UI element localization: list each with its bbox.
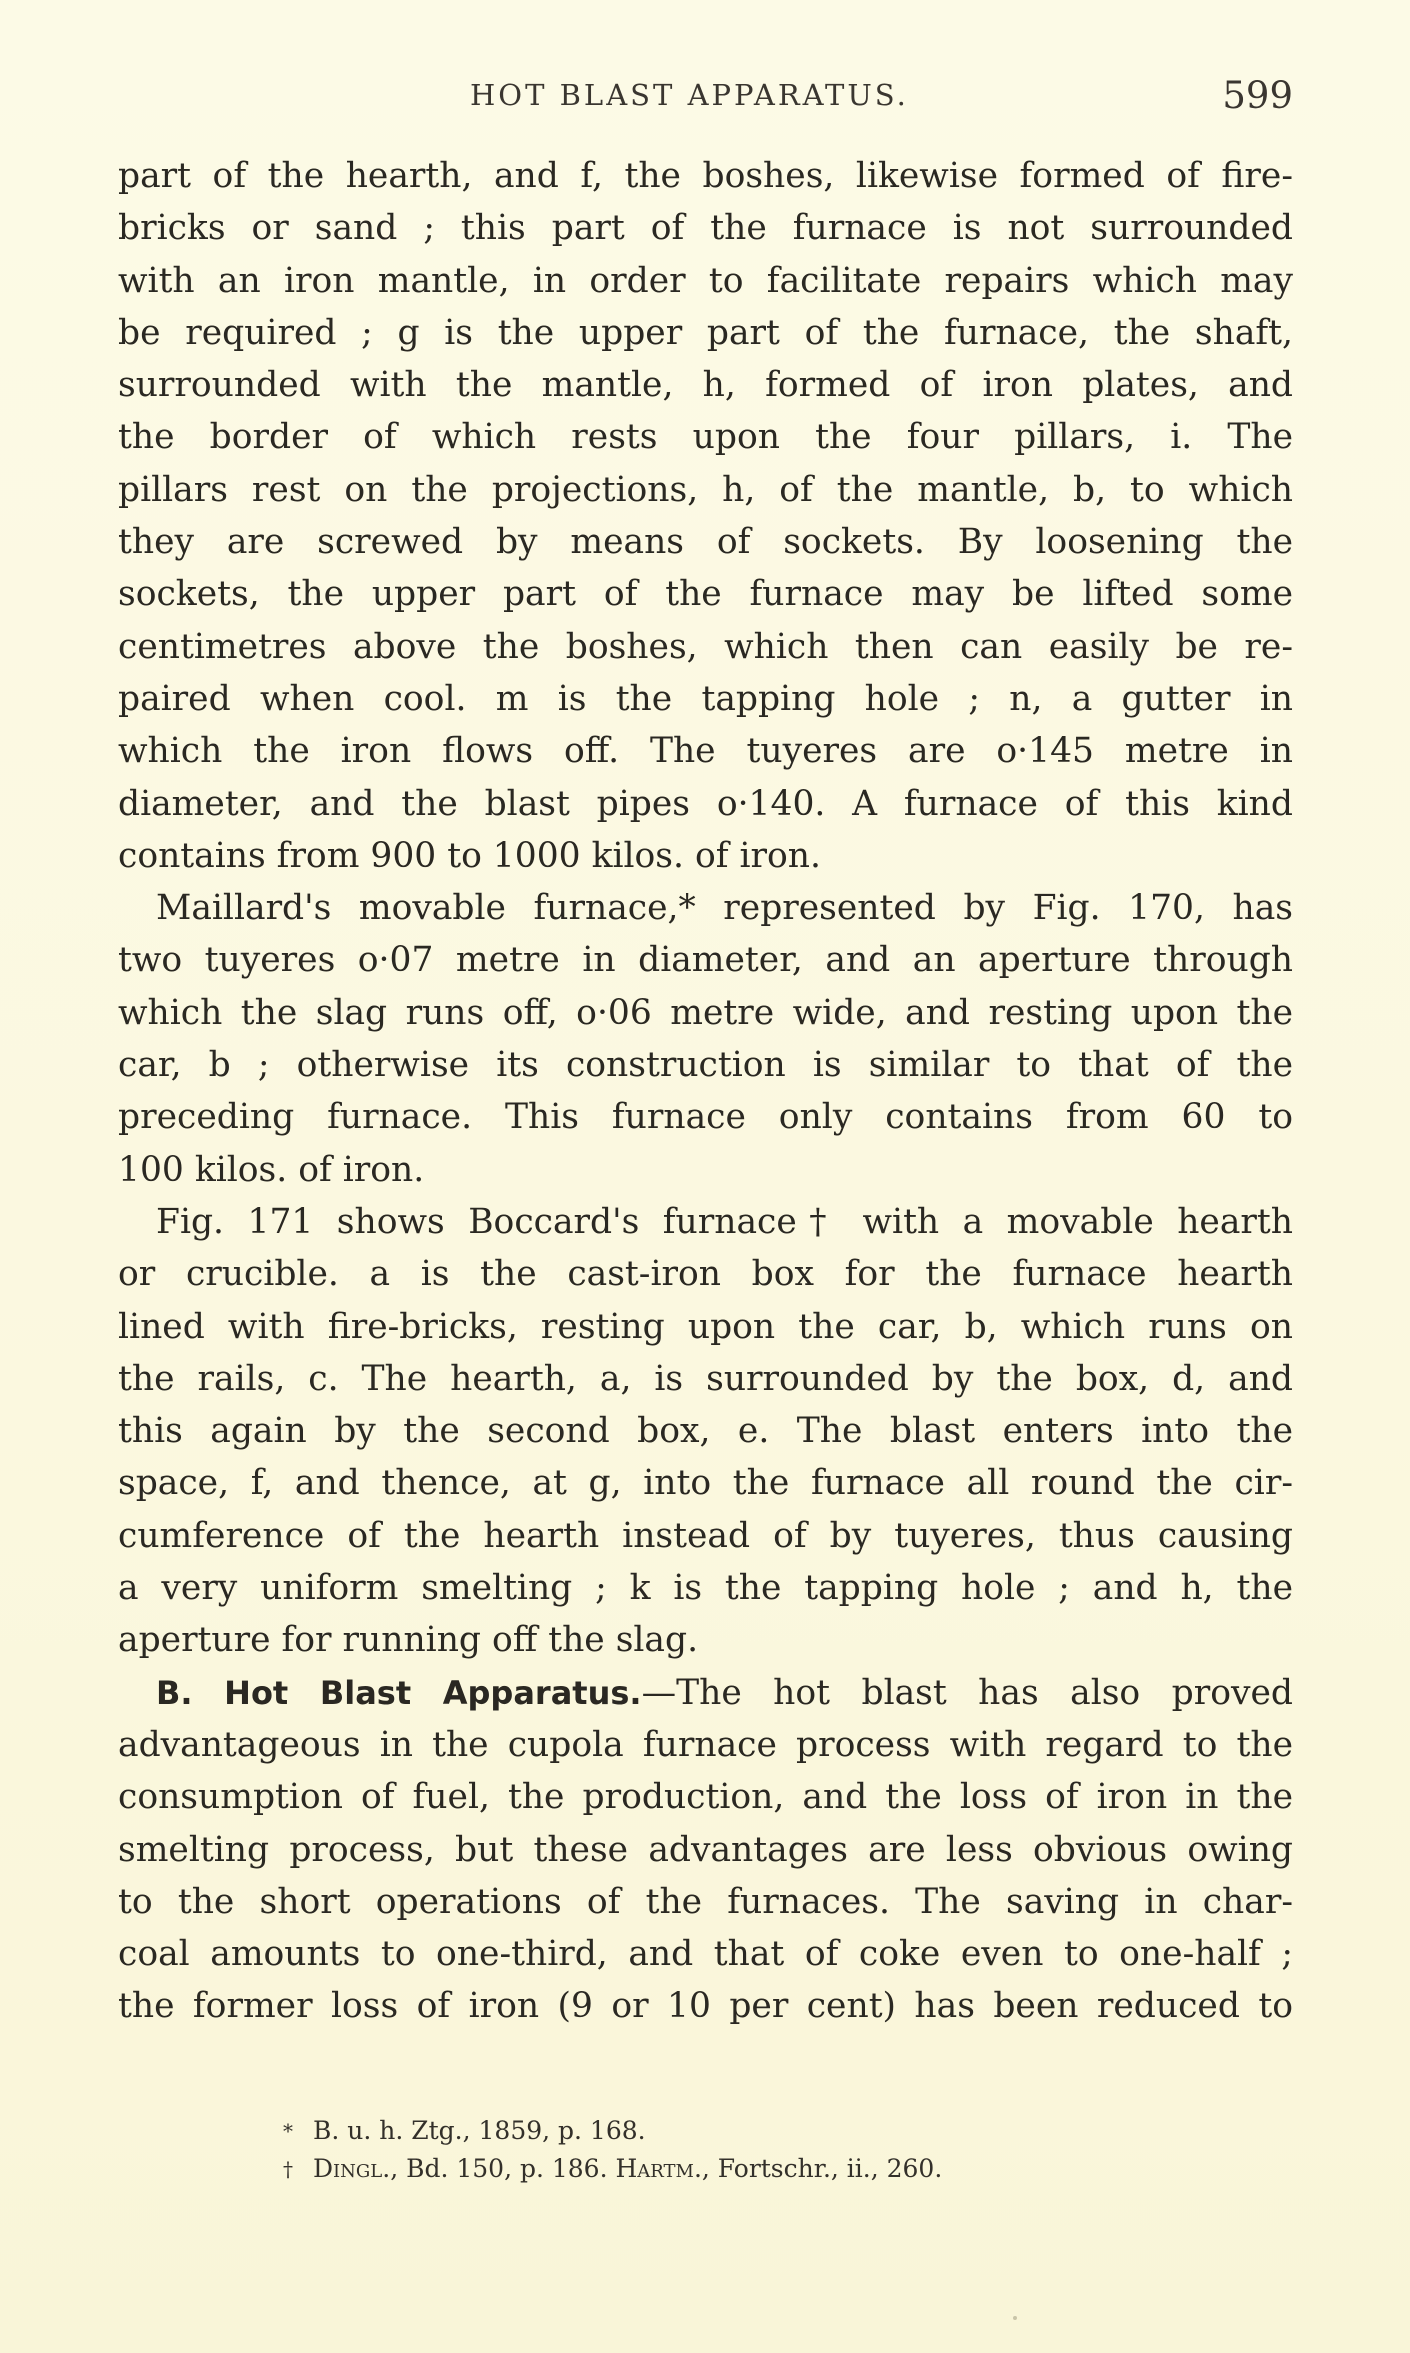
- text-line: contains from 900 to 1000 kilos. of iron.: [118, 835, 821, 876]
- text-run: —The hot blast has also proved: [641, 1672, 1293, 1713]
- text-line: pillars rest on the projections, h, of the mantle, b, to which: [118, 469, 1293, 510]
- text-line: [156, 1667, 1293, 1719]
- paragraph-maillard-furnace: [118, 882, 1293, 934]
- paragraph-hot-blast-cont: [118, 1719, 1293, 2033]
- footnote: [283, 2112, 1283, 2150]
- paragraph-furnace-description: [118, 150, 1293, 882]
- footnote-text: , Bd. 150, p. 186.: [390, 2154, 616, 2183]
- text-line: sockets, the upper part of the furnace may be lifted some: [118, 574, 1293, 615]
- text-line: car, b ; otherwise its construction is similar to that of the: [118, 1045, 1293, 1086]
- text-line: be required ; g is the upper part of the furnace, the shaft,: [118, 312, 1293, 353]
- text-line: surrounded with the mantle, h, formed of iron plates, and: [118, 365, 1293, 406]
- text-line: two tuyeres o·07 metre in diameter, and an aperture through: [118, 940, 1293, 981]
- text-line: lined with fire-bricks, resting upon the car, b, which runs on: [118, 1306, 1293, 1347]
- text-line: they are screwed by means of sockets. By loosening the: [118, 522, 1293, 563]
- text-line: a very uniform smelting ; k is the tapping hole ; and h, the: [118, 1568, 1293, 1609]
- section-heading: B. Hot Blast Apparatus.: [156, 1673, 642, 1712]
- text-line: with an iron mantle, in order to facilitate repairs which may: [118, 260, 1293, 301]
- text-line: or crucible. a is the cast-iron box for the furnace hearth: [118, 1254, 1293, 1295]
- text-line: centimetres above the boshes, which then can easily be re-: [118, 626, 1293, 667]
- footnote-text: , Fortschr., ii., 260.: [701, 2154, 943, 2183]
- text-line: coal amounts to one-third, and that of coke even to one-half ;: [118, 1934, 1293, 1975]
- text-line: preceding furnace. This furnace only contains from 60 to: [118, 1097, 1293, 1138]
- text-line: bricks or sand ; this part of the furnace is not surrounded: [118, 208, 1293, 249]
- footnote-mark: †: [283, 2157, 293, 2181]
- footnote-mark: *: [283, 2119, 293, 2143]
- text-line: smelting process, but these advantages are less obvious owing: [118, 1829, 1293, 1870]
- text-line: the former loss of iron (9 or 10 per cent) has been reduced to: [118, 1986, 1293, 2027]
- text-line: diameter, and the blast pipes o·140. A furnace of this kind: [118, 783, 1293, 824]
- text-line: cumference of the hearth instead of by tuyeres, thus causing: [118, 1515, 1293, 1556]
- text-line: consumption of fuel, the production, and the loss of iron in the: [118, 1777, 1293, 1818]
- text-line: aperture for running off the slag.: [118, 1620, 699, 1661]
- text-line: this again by the second box, e. The blast enters into the: [118, 1411, 1293, 1452]
- paragraph-hot-blast: [118, 1667, 1293, 1719]
- text-line: which the slag runs off, o·06 metre wide, and resting upon the: [118, 992, 1293, 1033]
- text-line: which the iron flows off. The tuyeres are o·145 metre in: [118, 731, 1293, 772]
- page-header: [118, 70, 1293, 130]
- footnote-text: B. u. h. Ztg., 1859, p. 168.: [313, 2116, 646, 2145]
- paper-speck: [1013, 2316, 1017, 2320]
- text-line: advantageous in the cupola furnace process with regard to the: [118, 1724, 1293, 1765]
- text-line: space, f, and thence, at g, into the furnace all round the cir-: [118, 1463, 1293, 1504]
- paragraph-boccard-furnace: [118, 1196, 1293, 1248]
- footnote-author: Hartm.: [615, 2154, 702, 2183]
- text-line: 100 kilos. of iron.: [118, 1149, 425, 1190]
- text-line: paired when cool. m is the tapping hole ; n, a gutter in: [118, 678, 1293, 719]
- paragraph-boccard-furnace-cont: [118, 1248, 1293, 1666]
- text-line: part of the hearth, and f, the boshes, likewise formed of fire-: [118, 156, 1293, 196]
- text-line: the border of which rests upon the four pillars, i. The: [118, 417, 1293, 458]
- footnote: [283, 2150, 1283, 2188]
- text-line: Maillard's movable furnace,* represented by Fig. 170, has: [156, 888, 1293, 929]
- text-line: Fig. 171 shows Boccard's furnace† with a movable hearth: [156, 1201, 1293, 1242]
- text-line: to the short operations of the furnaces. The saving in char-: [118, 1881, 1293, 1922]
- body-text: [118, 150, 1293, 2033]
- paragraph-maillard-furnace-cont: [118, 934, 1293, 1195]
- text-line: the rails, c. The hearth, a, is surrounded by the box, d, and: [118, 1358, 1293, 1399]
- page-number: 599: [1222, 74, 1293, 117]
- running-title: HOT BLAST APPARATUS.: [470, 78, 909, 112]
- footnotes: [283, 2112, 1283, 2188]
- footnote-author: Dingl.: [313, 2154, 391, 2183]
